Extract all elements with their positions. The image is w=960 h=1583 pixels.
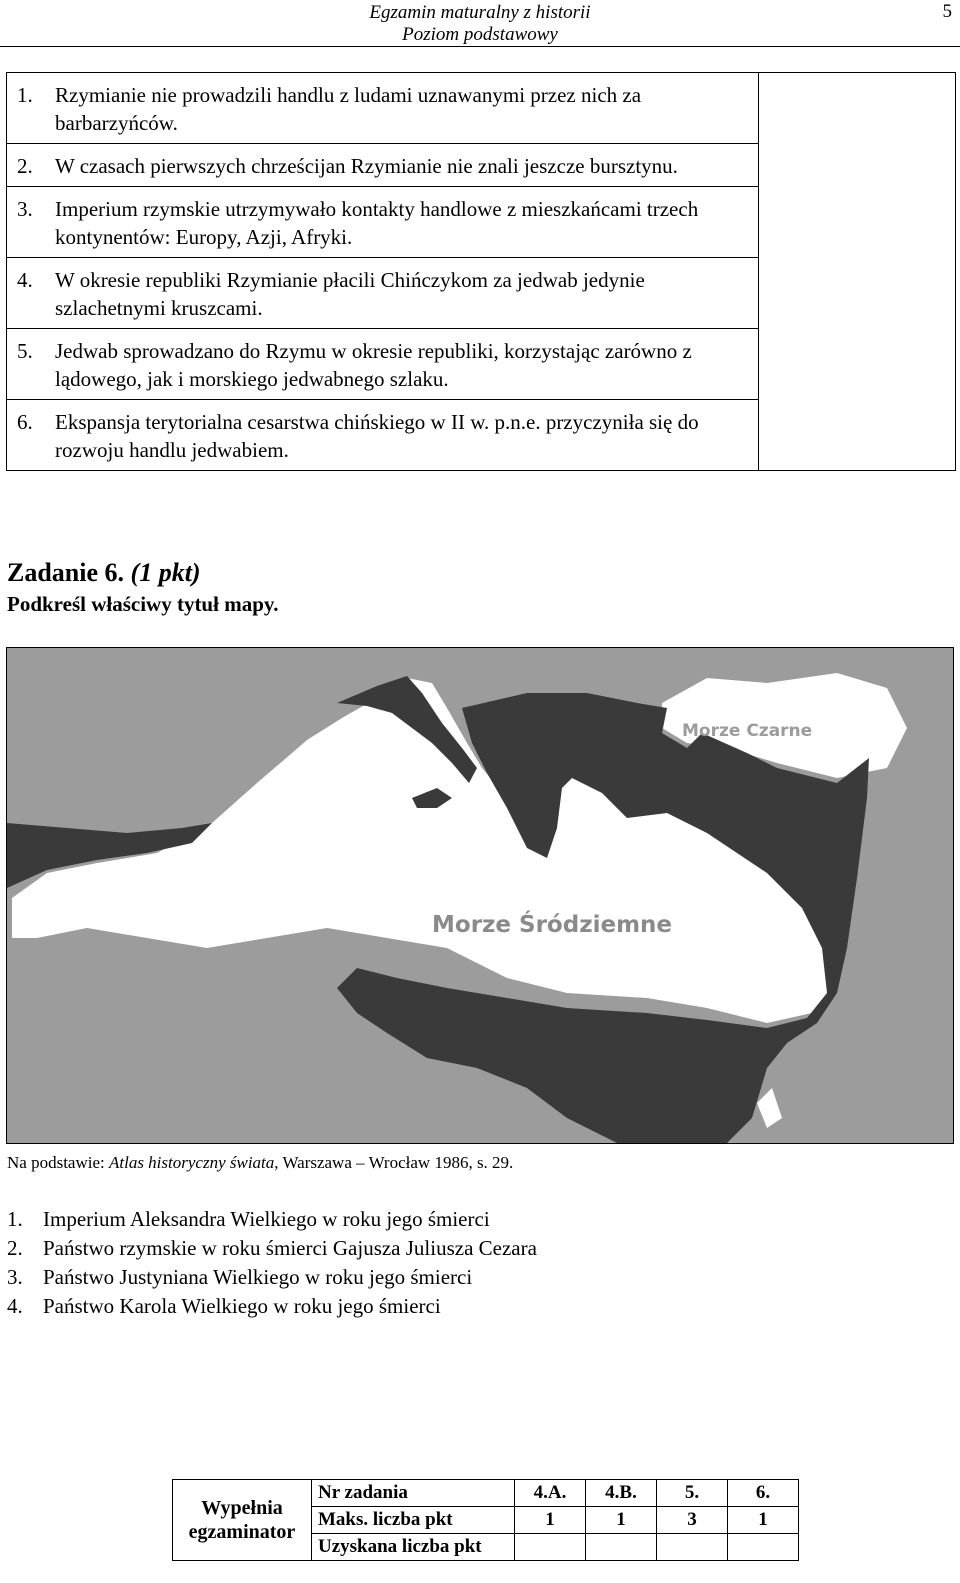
exam-title: Egzamin maturalny z historii [369, 2, 591, 23]
option-text[interactable]: Państwo Justyniana Wielkiego w roku jego śmierci [43, 1265, 473, 1289]
max-points-label: Maks. liczba pkt [312, 1507, 515, 1534]
statement-number: 1. [17, 83, 33, 107]
option-text[interactable]: Państwo rzymskie w roku śmierci Gajusza Juliusza Cezara [43, 1236, 537, 1260]
statement-text: Rzymianie nie prowadzili handlu z ludami uznawanymi przez nich za barbarzyńców. [55, 83, 642, 135]
task-points: (1 pkt) [130, 558, 201, 587]
score-cell[interactable] [657, 1534, 728, 1561]
source-citation: Na podstawie: Atlas historyczny świata, Warszawa – Wrocław 1986, s. 29. [7, 1153, 514, 1172]
statement-number: 3. [17, 197, 33, 221]
option-item[interactable]: 1. Imperium Aleksandra Wielkiego w roku jego śmierci [7, 1205, 537, 1234]
statement-number: 2. [17, 154, 33, 178]
statement-number: 4. [17, 268, 33, 292]
page-number: 5 [942, 1, 952, 22]
option-item[interactable]: 2. Państwo rzymskie w roku śmierci Gajusza Juliusza Cezara [7, 1234, 537, 1263]
option-item[interactable]: 4. Państwo Karola Wielkiego w roku jego śmierci [7, 1292, 537, 1321]
grading-table: Wypełnia egzaminator Nr zadania 4.A. 4.B. 5. 6. Maks. liczba pkt 1 1 3 1 Uzyskana liczba pkt [172, 1479, 799, 1561]
obtained-points-label: Uzyskana liczba pkt [312, 1534, 515, 1561]
score-cell[interactable] [586, 1534, 657, 1561]
score-cell[interactable] [515, 1534, 586, 1561]
map-graphic [7, 648, 953, 1143]
statement-text: W okresie republiki Rzymianie płacili Chińczykom za jedwab jedynie szlachetnymi kruszcami. [55, 268, 645, 320]
answer-options [7, 1205, 537, 1321]
option-text[interactable]: Państwo Karola Wielkiego w roku jego śmierci [43, 1294, 441, 1318]
historical-map [6, 647, 954, 1144]
statement-number: 5. [17, 339, 33, 363]
option-item[interactable]: 3. Państwo Justyniana Wielkiego w roku jego śmierci [7, 1263, 537, 1292]
statement-number: 6. [17, 410, 33, 434]
task-instruction: Podkreśl właściwy tytuł mapy. [7, 592, 279, 616]
task-number-label: Nr zadania [312, 1480, 515, 1507]
score-cell[interactable] [728, 1534, 799, 1561]
statement-text: Ekspansja terytorialna cesarstwa chińskiego w II w. p.n.e. przyczyniła się do rozwoju handlu jedwabiem. [55, 410, 699, 462]
task-number: Zadanie 6. [7, 558, 125, 587]
statement-text: Imperium rzymskie utrzymywało kontakty handlowe z mieszkańcami trzech kontynentów: Europy, Azji, Afryki. [55, 197, 699, 249]
task-title [7, 558, 201, 588]
page-header [0, 0, 960, 47]
grader-label: Wypełnia egzaminator [173, 1480, 312, 1561]
source-title: Atlas historyczny świata [108, 1153, 275, 1172]
exam-level: Poziom podstawowy [402, 24, 558, 45]
statement-text: Jedwab sprowadzano do Rzymu w okresie republiki, korzystając zarówno z lądowego, jak i morskiego jedwabnego szlaku. [55, 339, 692, 391]
statement-row [7, 73, 956, 144]
option-text[interactable]: Imperium Aleksandra Wielkiego w roku jego śmierci [43, 1207, 490, 1231]
statement-text: W czasach pierwszych chrześcijan Rzymianie nie znali jeszcze bursztynu. [55, 154, 678, 178]
statements-table [6, 72, 956, 471]
mediterranean-label: Morze Śródziemne [432, 912, 673, 938]
answer-cell[interactable] [758, 73, 955, 471]
black-sea-label: Morze Czarne [682, 721, 813, 741]
